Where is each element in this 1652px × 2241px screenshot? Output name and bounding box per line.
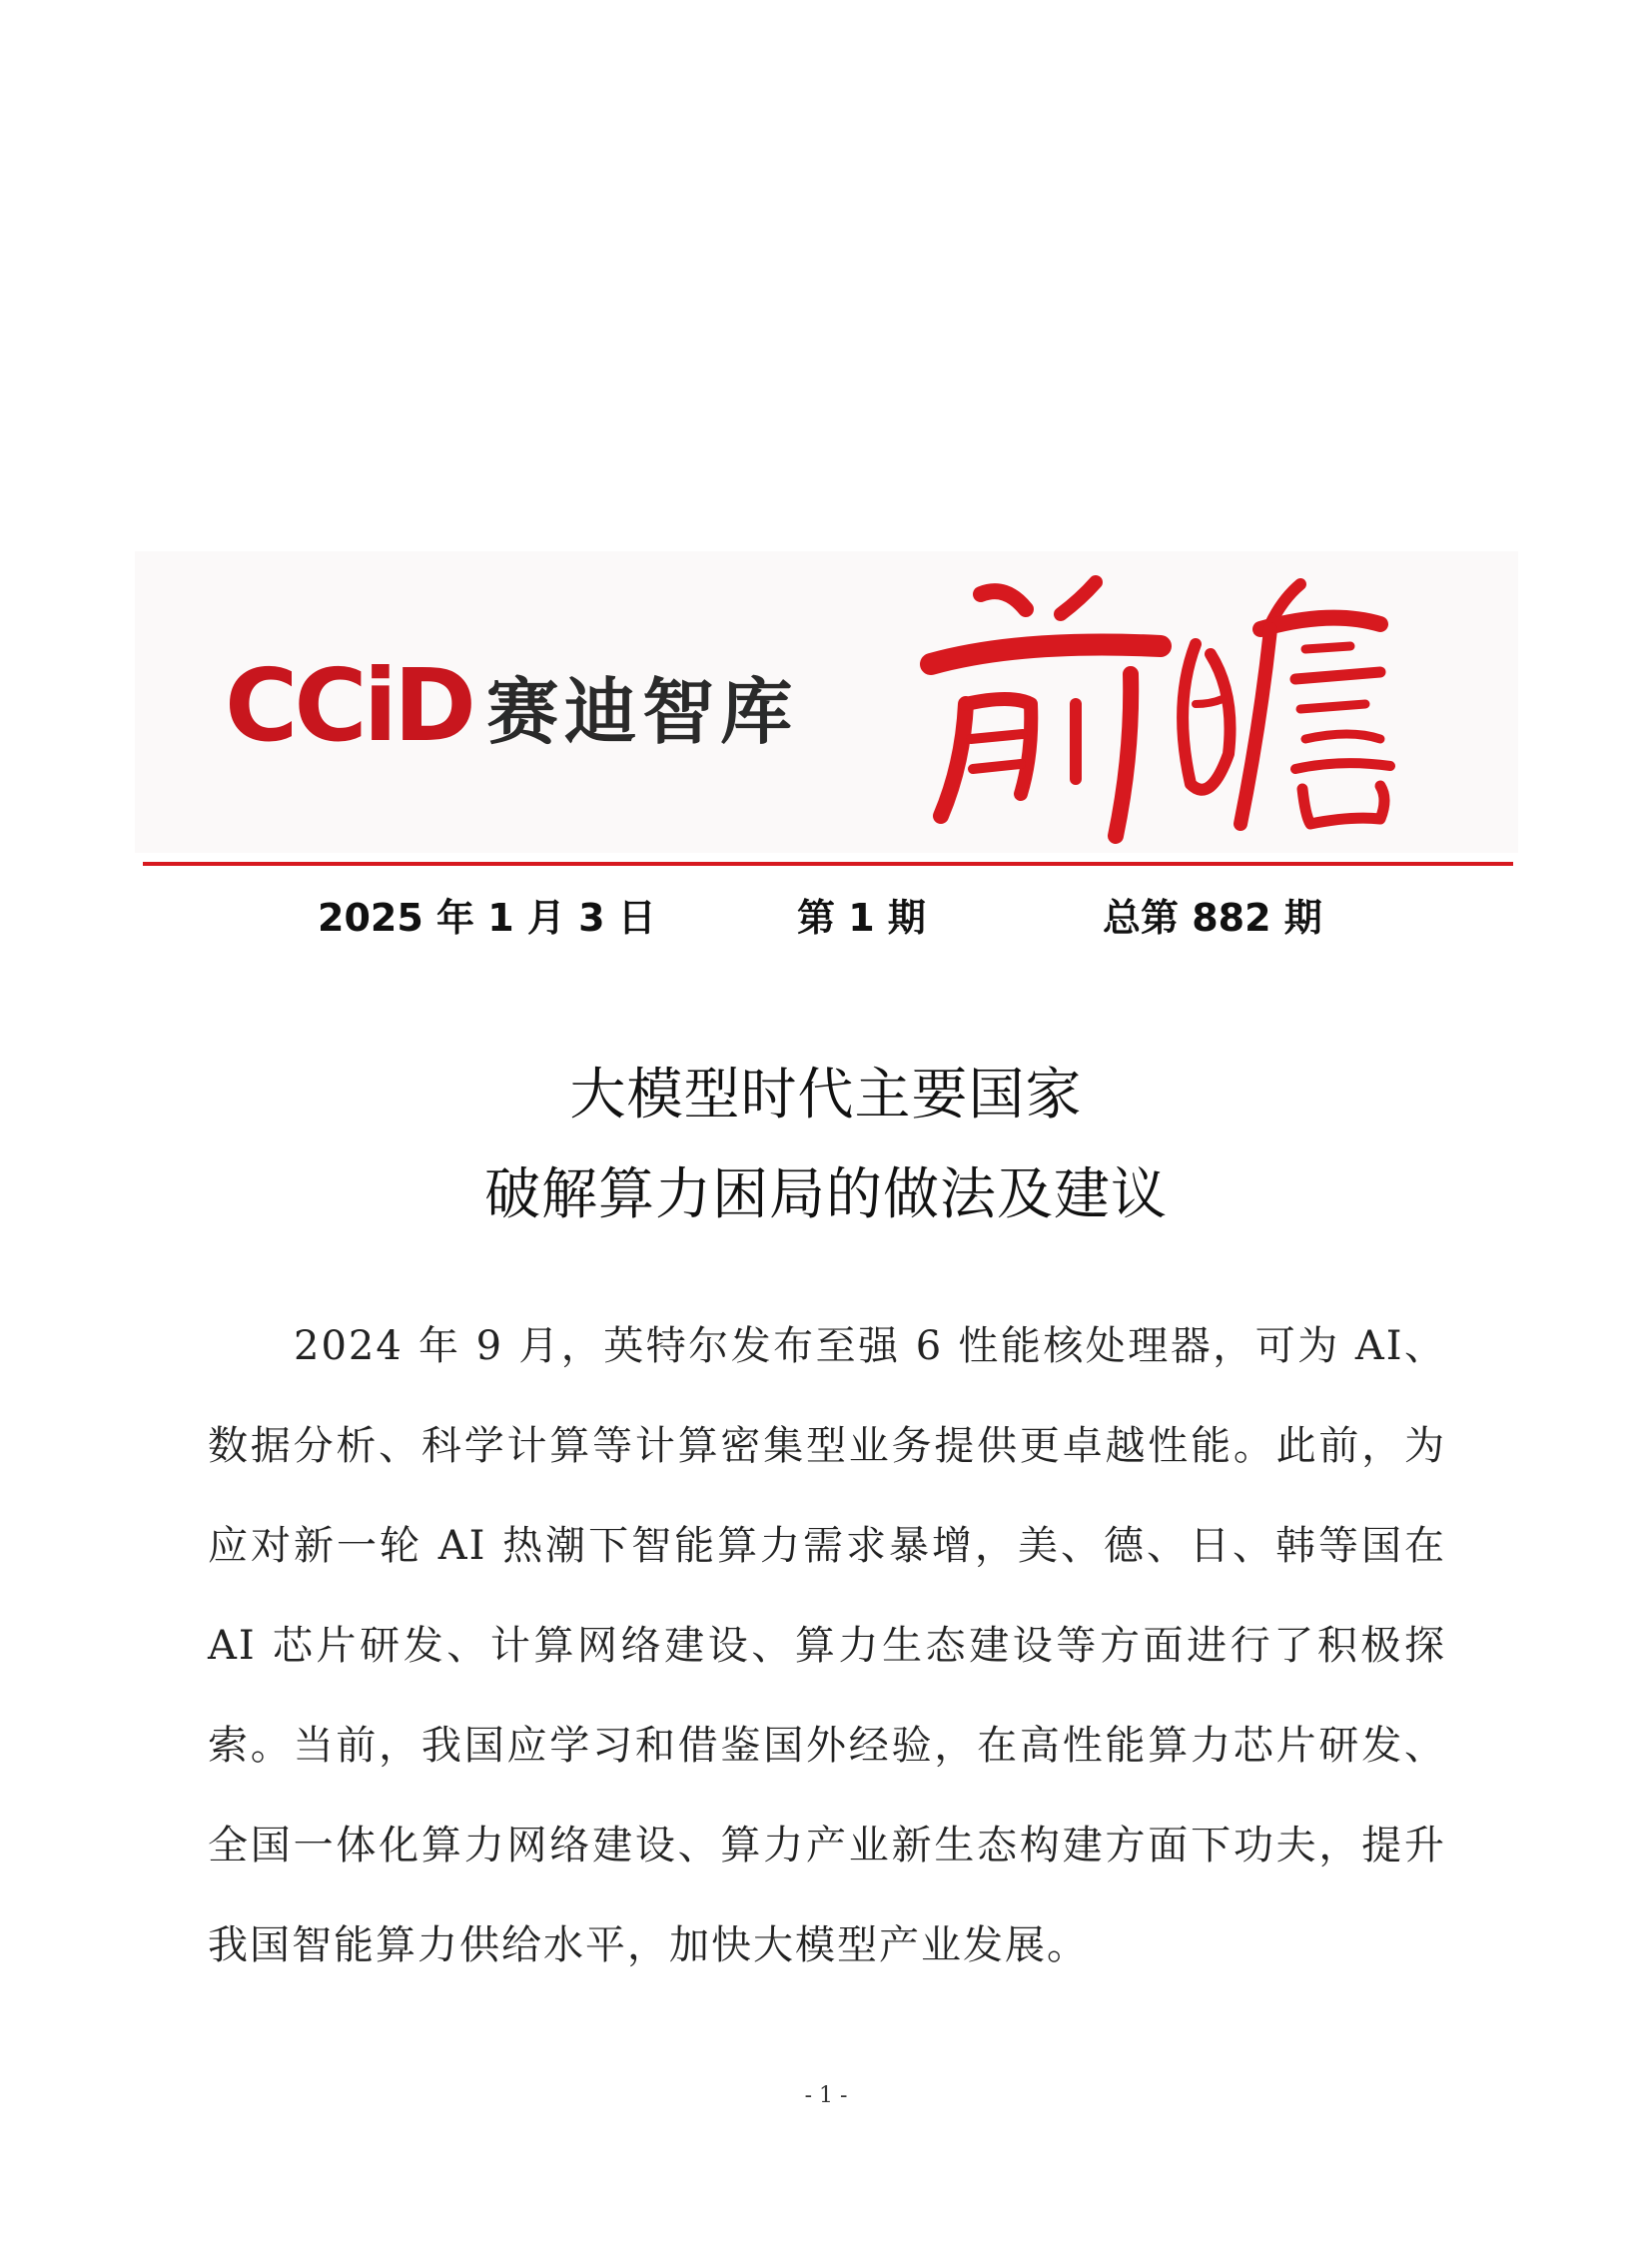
page-number: - 1 - bbox=[804, 2083, 848, 2108]
article-title-line-2: 破解算力困局的做法及建议 bbox=[484, 1162, 1168, 1227]
issue-info-row bbox=[0, 879, 1652, 939]
total-issue-number: 总第 882 期 bbox=[1103, 896, 1322, 940]
issue-date: 2025 年 1 月 3 日 bbox=[318, 896, 656, 940]
issue-number: 第 1 期 bbox=[797, 896, 926, 940]
logo-chinese-name: 赛迪智库 bbox=[486, 670, 799, 754]
body-paragraph: 2024 年 9 月，英特尔发布至强 6 性能核处理器，可为 AI、数据分析、科学计算等计算密集型业务提供更卓越性能。此前，为应对新一轮 AI 热潮下智能算力需求暴增，美、德、日、韩等国在 AI 芯片研发、计算网络建设、算力生态建设等方面进行了积极探索。当前，我国应学习和借鉴国外经验，在高性能算力芯片研发、全国一体化算力网络建设、算力产业新生态构建方面下功夫，提升我国智能算力供给水平，加快大模型产业发展。 bbox=[208, 1323, 1446, 1968]
article-title-line-1: 大模型时代主要国家 bbox=[569, 1063, 1083, 1127]
ccid-logo bbox=[225, 647, 799, 764]
publication-calligraphy-logo bbox=[911, 554, 1410, 844]
header-divider bbox=[143, 862, 1513, 866]
logo-ccid-wordmark: CCiD bbox=[225, 647, 473, 764]
